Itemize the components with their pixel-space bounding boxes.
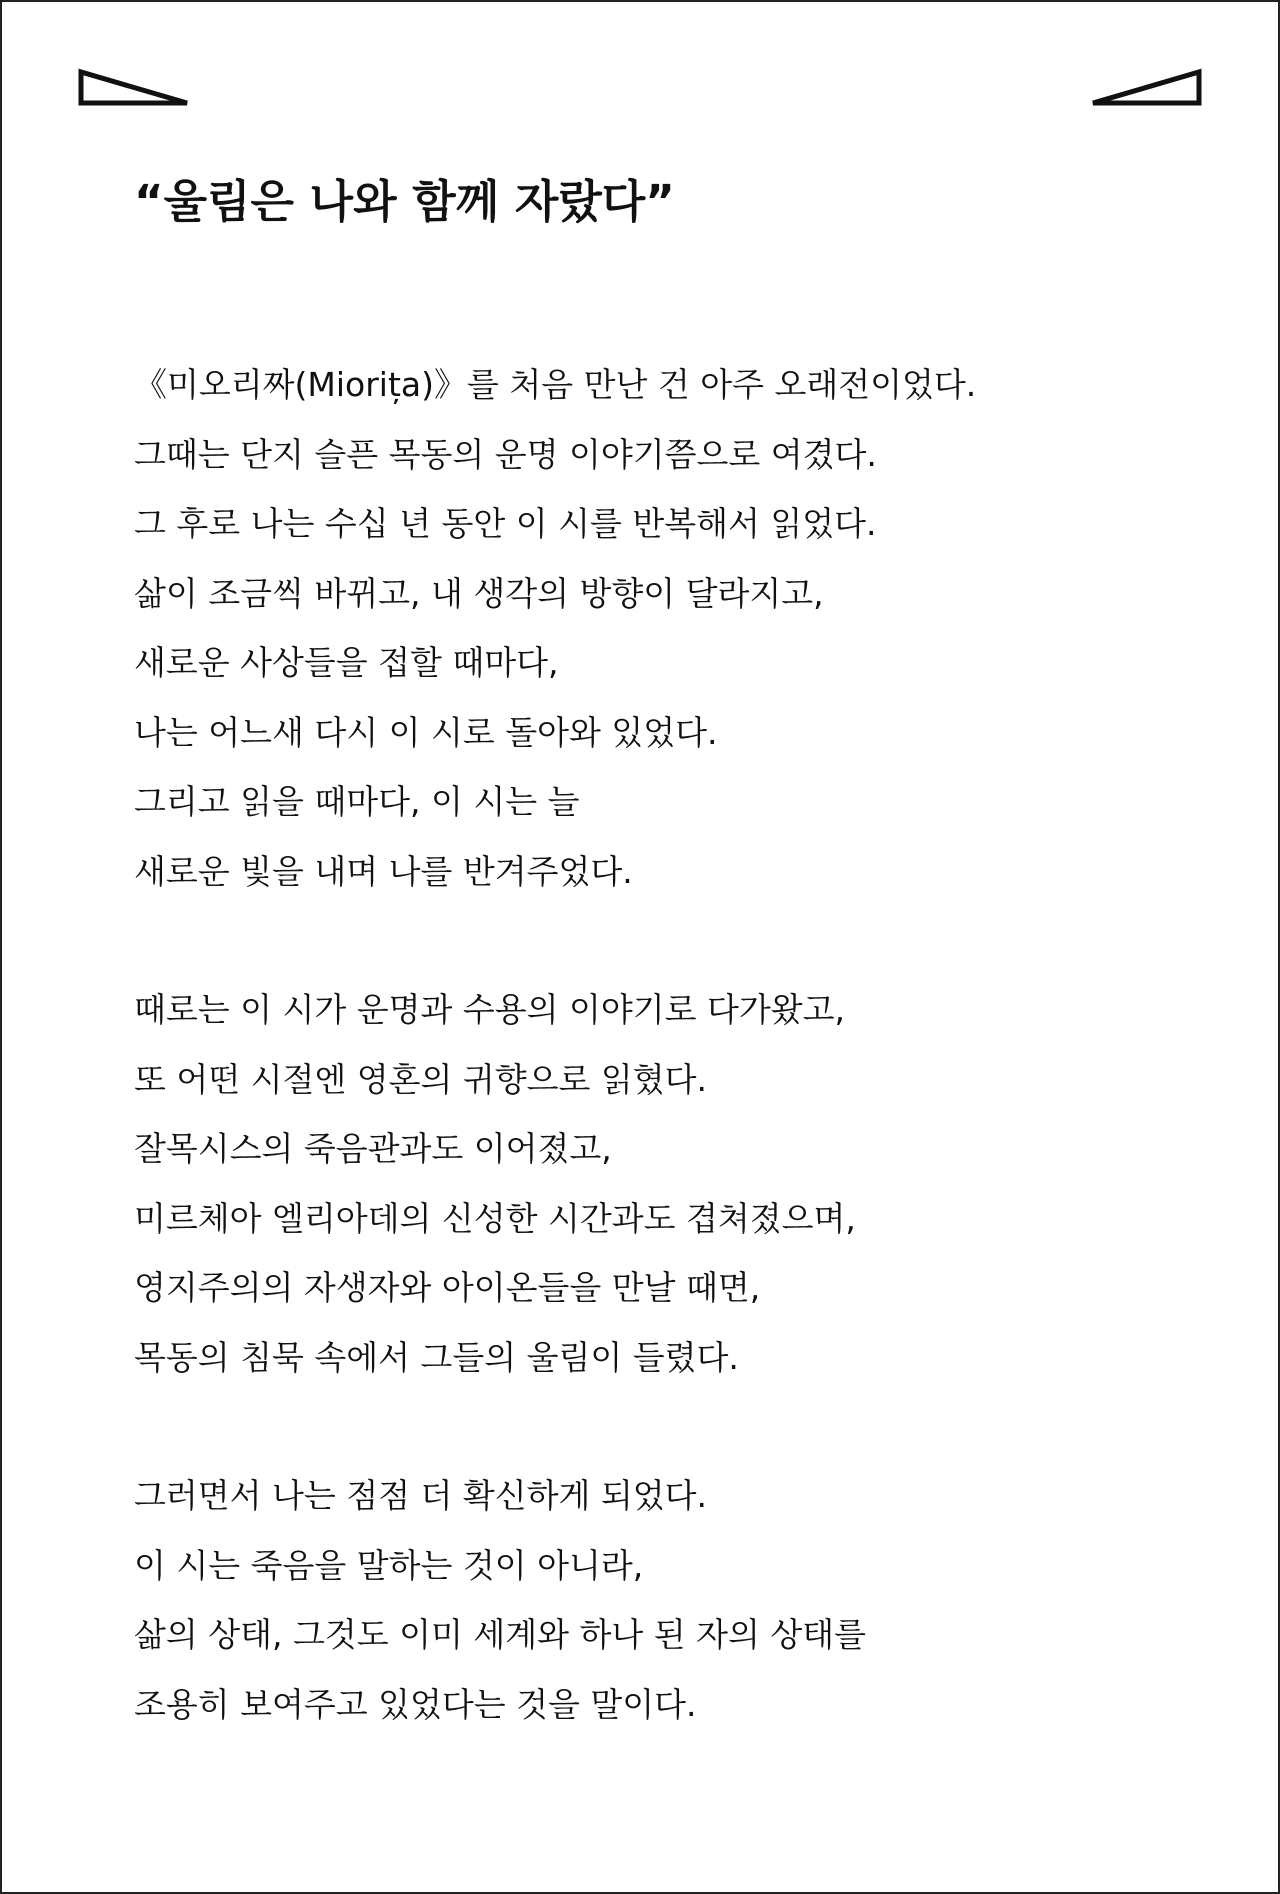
text-line: 삶이 조금씩 바뀌고, 내 생각의 방향이 달라지고,	[134, 573, 824, 613]
text-line: 그리고 읽을 때마다, 이 시는 늘	[134, 782, 580, 821]
text-line: 미르체아 엘리아데의 신성한 시간과도 겹쳐졌으며,	[134, 1198, 856, 1238]
text-line: 영지주의의 자생자와 아이온들을 만날 때면,	[134, 1268, 761, 1307]
text-line: 그때는 단지 슬픈 목동의 운명 이야기쯤으로 여겼다.	[134, 434, 877, 474]
stanza	[134, 350, 1184, 906]
text-line: 그러면서 나는 점점 더 확신하게 되었다.	[134, 1476, 707, 1515]
text-line: 목동의 침묵 속에서 그들의 울림이 들렸다.	[134, 1337, 739, 1377]
corner-ornament-right-icon	[1090, 68, 1202, 106]
poem-body	[134, 350, 1184, 1808]
text-line: 새로운 빛을 내며 나를 반겨주었다.	[134, 851, 633, 891]
page-title: “울림은 나와 함께 자랐다”	[134, 175, 675, 228]
text-line: 삶의 상태, 그것도 이미 세계와 하나 된 자의 상태를	[134, 1615, 866, 1654]
stanza	[134, 1461, 1184, 1739]
text-line: 잘목시스의 죽음관과도 이어졌고,	[134, 1129, 612, 1168]
stanza	[134, 975, 1184, 1392]
text-line: 이 시는 죽음을 말하는 것이 아니라,	[134, 1545, 644, 1585]
corner-ornament-left-icon	[78, 68, 190, 106]
text-line: 조용히 보여주고 있었다는 것을 말이다.	[134, 1684, 697, 1724]
text-line: 새로운 사상들을 접할 때마다,	[134, 643, 559, 682]
text-line: 때로는 이 시가 운명과 수용의 이야기로 다가왔고,	[134, 990, 845, 1029]
text-line: 《미오리짜(Miorița)》를 처음 만난 건 아주 오래전이었다.	[134, 365, 977, 404]
text-line: 그 후로 나는 수십 년 동안 이 시를 반복해서 읽었다.	[134, 504, 877, 543]
text-line: 또 어떤 시절엔 영혼의 귀향으로 읽혔다.	[134, 1059, 707, 1099]
text-line: 나는 어느새 다시 이 시로 돌아와 있었다.	[134, 712, 718, 752]
